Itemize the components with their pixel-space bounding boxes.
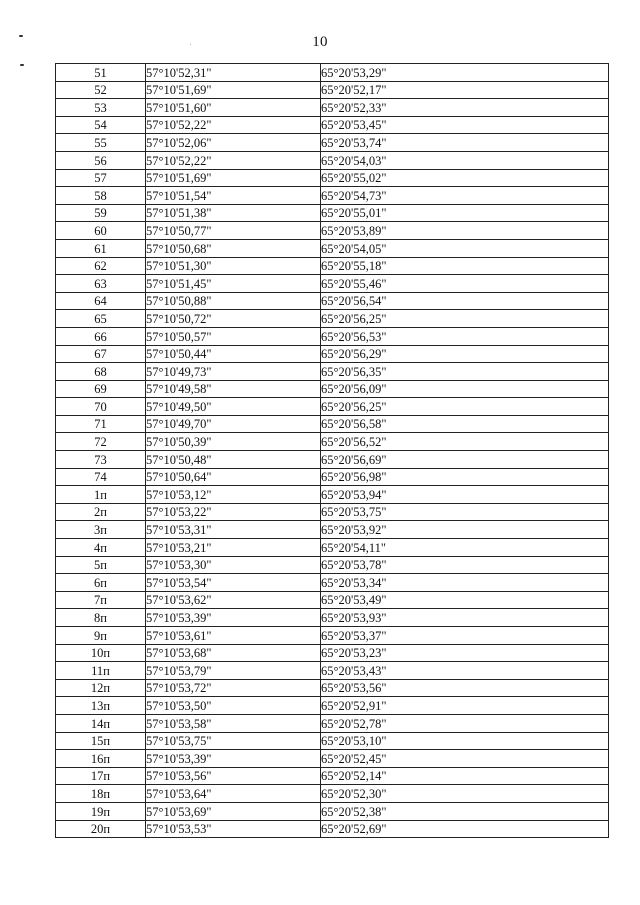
point-number-cell: 11п bbox=[56, 662, 146, 680]
point-number-cell: 2п bbox=[56, 503, 146, 521]
longitude-cell: 65°20'55,02" bbox=[321, 169, 609, 187]
table-row bbox=[56, 64, 609, 82]
point-number-cell: 13п bbox=[56, 697, 146, 715]
table-row bbox=[56, 415, 609, 433]
table-row bbox=[56, 222, 609, 240]
longitude-cell: 65°20'52,69" bbox=[321, 820, 609, 838]
table-row bbox=[56, 556, 609, 574]
table-row bbox=[56, 327, 609, 345]
longitude-cell: 65°20'56,53" bbox=[321, 327, 609, 345]
table-row bbox=[56, 732, 609, 750]
latitude-cell: 57°10'53,54" bbox=[146, 574, 321, 592]
table-row bbox=[56, 116, 609, 134]
point-number-cell: 10п bbox=[56, 644, 146, 662]
latitude-cell: 57°10'50,88" bbox=[146, 292, 321, 310]
point-number-cell: 4п bbox=[56, 539, 146, 557]
latitude-cell: 57°10'51,60" bbox=[146, 99, 321, 117]
latitude-cell: 57°10'52,31" bbox=[146, 64, 321, 82]
table-row bbox=[56, 345, 609, 363]
longitude-cell: 65°20'53,74" bbox=[321, 134, 609, 152]
latitude-cell: 57°10'53,12" bbox=[146, 486, 321, 504]
table-row bbox=[56, 521, 609, 539]
table-row bbox=[56, 310, 609, 328]
table-row bbox=[56, 380, 609, 398]
table-row bbox=[56, 609, 609, 627]
point-number-cell: 56 bbox=[56, 151, 146, 169]
table-row bbox=[56, 187, 609, 205]
table-row bbox=[56, 591, 609, 609]
table-row bbox=[56, 662, 609, 680]
table-row bbox=[56, 275, 609, 293]
longitude-cell: 65°20'53,56" bbox=[321, 679, 609, 697]
longitude-cell: 65°20'54,73" bbox=[321, 187, 609, 205]
point-number-cell: 15п bbox=[56, 732, 146, 750]
latitude-cell: 57°10'53,50" bbox=[146, 697, 321, 715]
point-number-cell: 20п bbox=[56, 820, 146, 838]
table-row bbox=[56, 767, 609, 785]
point-number-cell: 1п bbox=[56, 486, 146, 504]
longitude-cell: 65°20'53,43" bbox=[321, 662, 609, 680]
latitude-cell: 57°10'50,68" bbox=[146, 239, 321, 257]
table-row bbox=[56, 574, 609, 592]
longitude-cell: 65°20'56,69" bbox=[321, 451, 609, 469]
latitude-cell: 57°10'53,69" bbox=[146, 802, 321, 820]
latitude-cell: 57°10'53,21" bbox=[146, 539, 321, 557]
latitude-cell: 57°10'51,69" bbox=[146, 81, 321, 99]
point-number-cell: 60 bbox=[56, 222, 146, 240]
point-number-cell: 66 bbox=[56, 327, 146, 345]
longitude-cell: 65°20'52,91" bbox=[321, 697, 609, 715]
longitude-cell: 65°20'56,25" bbox=[321, 398, 609, 416]
longitude-cell: 65°20'52,30" bbox=[321, 785, 609, 803]
point-number-cell: 73 bbox=[56, 451, 146, 469]
latitude-cell: 57°10'53,64" bbox=[146, 785, 321, 803]
table-row bbox=[56, 627, 609, 645]
latitude-cell: 57°10'49,73" bbox=[146, 363, 321, 381]
longitude-cell: 65°20'56,54" bbox=[321, 292, 609, 310]
point-number-cell: 17п bbox=[56, 767, 146, 785]
point-number-cell: 62 bbox=[56, 257, 146, 275]
longitude-cell: 65°20'53,34" bbox=[321, 574, 609, 592]
table-row bbox=[56, 169, 609, 187]
table-row bbox=[56, 644, 609, 662]
table-row bbox=[56, 363, 609, 381]
longitude-cell: 65°20'53,75" bbox=[321, 503, 609, 521]
latitude-cell: 57°10'50,57" bbox=[146, 327, 321, 345]
table-row bbox=[56, 398, 609, 416]
latitude-cell: 57°10'51,69" bbox=[146, 169, 321, 187]
latitude-cell: 57°10'53,68" bbox=[146, 644, 321, 662]
latitude-cell: 57°10'53,39" bbox=[146, 750, 321, 768]
coordinates-table-body bbox=[56, 64, 609, 838]
longitude-cell: 65°20'53,94" bbox=[321, 486, 609, 504]
table-row bbox=[56, 697, 609, 715]
longitude-cell: 65°20'53,37" bbox=[321, 627, 609, 645]
longitude-cell: 65°20'53,49" bbox=[321, 591, 609, 609]
latitude-cell: 57°10'53,62" bbox=[146, 591, 321, 609]
table-row bbox=[56, 239, 609, 257]
latitude-cell: 57°10'53,75" bbox=[146, 732, 321, 750]
longitude-cell: 65°20'53,45" bbox=[321, 116, 609, 134]
table-row bbox=[56, 714, 609, 732]
latitude-cell: 57°10'53,22" bbox=[146, 503, 321, 521]
longitude-cell: 65°20'52,17" bbox=[321, 81, 609, 99]
table-row bbox=[56, 433, 609, 451]
latitude-cell: 57°10'49,70" bbox=[146, 415, 321, 433]
longitude-cell: 65°20'52,38" bbox=[321, 802, 609, 820]
longitude-cell: 65°20'56,98" bbox=[321, 468, 609, 486]
latitude-cell: 57°10'50,77" bbox=[146, 222, 321, 240]
longitude-cell: 65°20'53,93" bbox=[321, 609, 609, 627]
longitude-cell: 65°20'54,11" bbox=[321, 539, 609, 557]
table-row bbox=[56, 539, 609, 557]
point-number-cell: 7п bbox=[56, 591, 146, 609]
longitude-cell: 65°20'55,18" bbox=[321, 257, 609, 275]
longitude-cell: 65°20'53,92" bbox=[321, 521, 609, 539]
point-number-cell: 63 bbox=[56, 275, 146, 293]
longitude-cell: 65°20'53,29" bbox=[321, 64, 609, 82]
table-row bbox=[56, 151, 609, 169]
point-number-cell: 72 bbox=[56, 433, 146, 451]
latitude-cell: 57°10'51,45" bbox=[146, 275, 321, 293]
latitude-cell: 57°10'51,38" bbox=[146, 204, 321, 222]
point-number-cell: 55 bbox=[56, 134, 146, 152]
table-row bbox=[56, 785, 609, 803]
longitude-cell: 65°20'56,09" bbox=[321, 380, 609, 398]
table-row bbox=[56, 99, 609, 117]
point-number-cell: 14п bbox=[56, 714, 146, 732]
longitude-cell: 65°20'52,45" bbox=[321, 750, 609, 768]
table-row bbox=[56, 292, 609, 310]
point-number-cell: 53 bbox=[56, 99, 146, 117]
latitude-cell: 57°10'50,48" bbox=[146, 451, 321, 469]
longitude-cell: 65°20'56,29" bbox=[321, 345, 609, 363]
table-row bbox=[56, 257, 609, 275]
point-number-cell: 8п bbox=[56, 609, 146, 627]
longitude-cell: 65°20'53,23" bbox=[321, 644, 609, 662]
table-row bbox=[56, 679, 609, 697]
table-row bbox=[56, 451, 609, 469]
point-number-cell: 74 bbox=[56, 468, 146, 486]
point-number-cell: 9п bbox=[56, 627, 146, 645]
point-number-cell: 52 bbox=[56, 81, 146, 99]
table-row bbox=[56, 486, 609, 504]
point-number-cell: 12п bbox=[56, 679, 146, 697]
latitude-cell: 57°10'53,79" bbox=[146, 662, 321, 680]
point-number-cell: 3п bbox=[56, 521, 146, 539]
point-number-cell: 6п bbox=[56, 574, 146, 592]
longitude-cell: 65°20'53,78" bbox=[321, 556, 609, 574]
point-number-cell: 70 bbox=[56, 398, 146, 416]
longitude-cell: 65°20'56,58" bbox=[321, 415, 609, 433]
latitude-cell: 57°10'53,72" bbox=[146, 679, 321, 697]
latitude-cell: 57°10'51,54" bbox=[146, 187, 321, 205]
table-row bbox=[56, 820, 609, 838]
table-row bbox=[56, 802, 609, 820]
point-number-cell: 67 bbox=[56, 345, 146, 363]
latitude-cell: 57°10'53,31" bbox=[146, 521, 321, 539]
point-number-cell: 68 bbox=[56, 363, 146, 381]
latitude-cell: 57°10'53,61" bbox=[146, 627, 321, 645]
latitude-cell: 57°10'50,72" bbox=[146, 310, 321, 328]
latitude-cell: 57°10'53,30" bbox=[146, 556, 321, 574]
point-number-cell: 16п bbox=[56, 750, 146, 768]
latitude-cell: 57°10'52,06" bbox=[146, 134, 321, 152]
scan-mark bbox=[20, 64, 24, 66]
longitude-cell: 65°20'53,10" bbox=[321, 732, 609, 750]
longitude-cell: 65°20'52,78" bbox=[321, 714, 609, 732]
latitude-cell: 57°10'50,44" bbox=[146, 345, 321, 363]
point-number-cell: 69 bbox=[56, 380, 146, 398]
point-number-cell: 61 bbox=[56, 239, 146, 257]
longitude-cell: 65°20'56,52" bbox=[321, 433, 609, 451]
point-number-cell: 18п bbox=[56, 785, 146, 803]
point-number-cell: 65 bbox=[56, 310, 146, 328]
point-number-cell: 5п bbox=[56, 556, 146, 574]
table-row bbox=[56, 503, 609, 521]
latitude-cell: 57°10'53,58" bbox=[146, 714, 321, 732]
longitude-cell: 65°20'56,25" bbox=[321, 310, 609, 328]
latitude-cell: 57°10'50,39" bbox=[146, 433, 321, 451]
point-number-cell: 64 bbox=[56, 292, 146, 310]
point-number-cell: 19п bbox=[56, 802, 146, 820]
latitude-cell: 57°10'52,22" bbox=[146, 116, 321, 134]
coordinates-table bbox=[55, 63, 609, 838]
point-number-cell: 51 bbox=[56, 64, 146, 82]
table-row bbox=[56, 750, 609, 768]
latitude-cell: 57°10'52,22" bbox=[146, 151, 321, 169]
longitude-cell: 65°20'56,35" bbox=[321, 363, 609, 381]
longitude-cell: 65°20'52,14" bbox=[321, 767, 609, 785]
longitude-cell: 65°20'54,03" bbox=[321, 151, 609, 169]
latitude-cell: 57°10'50,64" bbox=[146, 468, 321, 486]
point-number-cell: 59 bbox=[56, 204, 146, 222]
latitude-cell: 57°10'53,53" bbox=[146, 820, 321, 838]
point-number-cell: 71 bbox=[56, 415, 146, 433]
table-row bbox=[56, 468, 609, 486]
latitude-cell: 57°10'49,50" bbox=[146, 398, 321, 416]
longitude-cell: 65°20'54,05" bbox=[321, 239, 609, 257]
longitude-cell: 65°20'55,01" bbox=[321, 204, 609, 222]
table-row bbox=[56, 134, 609, 152]
point-number-cell: 54 bbox=[56, 116, 146, 134]
latitude-cell: 57°10'51,30" bbox=[146, 257, 321, 275]
latitude-cell: 57°10'53,56" bbox=[146, 767, 321, 785]
longitude-cell: 65°20'52,33" bbox=[321, 99, 609, 117]
latitude-cell: 57°10'53,39" bbox=[146, 609, 321, 627]
point-number-cell: 58 bbox=[56, 187, 146, 205]
longitude-cell: 65°20'55,46" bbox=[321, 275, 609, 293]
table-row bbox=[56, 204, 609, 222]
page-number: 10 bbox=[312, 34, 328, 50]
table-row bbox=[56, 81, 609, 99]
latitude-cell: 57°10'49,58" bbox=[146, 380, 321, 398]
point-number-cell: 57 bbox=[56, 169, 146, 187]
longitude-cell: 65°20'53,89" bbox=[321, 222, 609, 240]
